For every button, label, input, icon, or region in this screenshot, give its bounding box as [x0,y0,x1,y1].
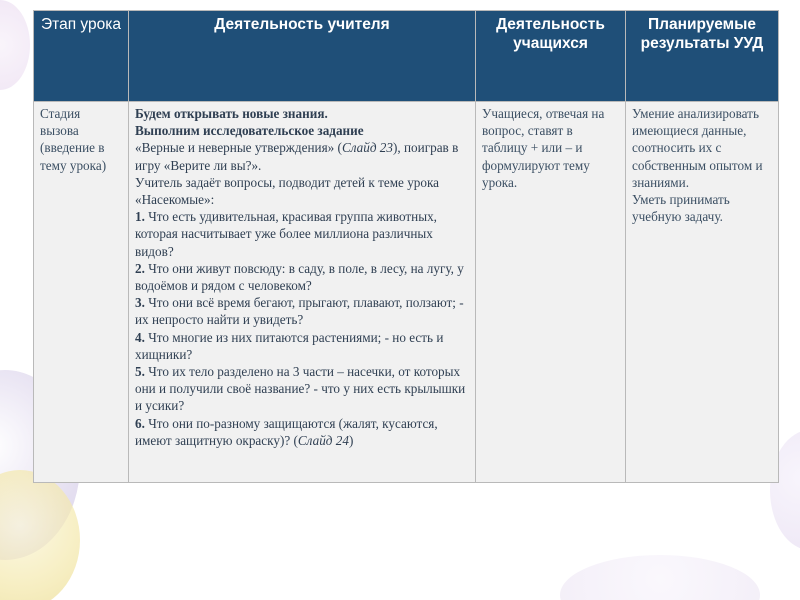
list-item: 3. Что они всё время бегают, прыгают, плавают, ползают; - их непросто найти и увидеть? [135,295,464,328]
teacher-intro-line: Будем открывать новые знания. [135,106,328,121]
game-paragraph [135,139,469,173]
header-student-activity: Деятельность учащихся [476,11,626,102]
slide-reference: Слайд 24 [297,432,349,448]
student-activity-cell: Учащиеся, отвечая на вопрос, ставят в таблицу + или – и формулируют тему урока. [476,102,626,483]
header-stage: Этап урока [34,11,129,102]
decorative-bubble [0,0,30,90]
list-item: 2. Что они живут повсюду: в саду, в поле, в лесу, на лугу, у водоёмов и рядом с человеком? [135,260,464,294]
question-intro: Учитель задаёт вопросы, подводит детей к теме урока «Насекомые»: [135,174,440,208]
planned-results-cell [626,102,779,483]
list-item: 6. Что они по-разному защищаются (жалят, кусаются, имеют защитную окраску)? (Слайд 24) [135,415,438,448]
table-row [34,102,779,483]
decorative-bubble [560,555,760,600]
list-item: 5. Что их тело разделено на 3 части – насечки, от которых они и получили своё название? - что у них есть крылышки и усики? [135,364,466,414]
game-text-rest: ), поиграв в игру «Верите ли вы?». [135,140,459,173]
stage-cell: Стадия вызова (введение в тему урока) [34,102,129,483]
list-item: 4. Что многие из них питаются растениями; - но есть и хищники? [135,329,444,362]
result-item: Уметь принимать учебную задачу. [632,192,730,225]
result-item: Умение анализировать имеющиеся данные, соотносить их с собственным опытом и знаниями. [632,106,763,190]
list-item: 1. Что есть удивительная, красивая группа животных, которая насчитывает уже более миллиона различных видов? [135,209,437,259]
header-teacher-activity: Деятельность учителя [129,11,476,102]
teacher-activity-cell [129,102,476,483]
teacher-intro-line: Выполним исследовательское задание [135,123,364,139]
game-text: «Верные и неверные утверждения» ( [135,140,342,156]
header-row [34,11,779,102]
header-planned-results: Планируемые результаты УУД [626,11,779,102]
lesson-plan-table [33,10,779,483]
slide-reference: Слайд 23 [341,140,393,156]
